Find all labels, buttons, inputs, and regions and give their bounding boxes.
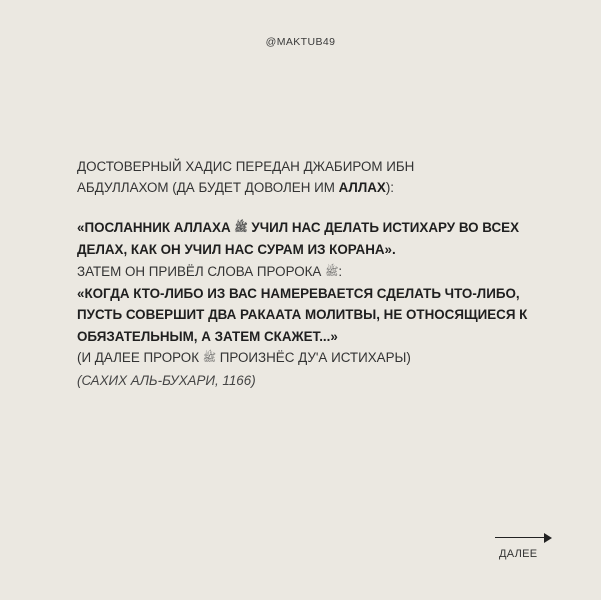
intro-allah-word: АЛЛАХ xyxy=(338,180,386,196)
then-line-end: : xyxy=(338,263,343,279)
quote-messenger-start: «ПОСЛАННИК АЛЛАХА xyxy=(77,219,235,235)
hadith-text xyxy=(77,156,537,391)
continue-line-end: ПРОИЗНЁС ДУ'А ИСТИХАРЫ) xyxy=(216,350,411,366)
intro-line-2-start: АБДУЛЛАХОМ (ДА БУДЕТ ДОВОЛЕН ИМ xyxy=(77,180,339,196)
salawat-icon: ﷺ xyxy=(202,352,217,365)
author-handle: @MAKTUB49 xyxy=(265,36,336,48)
then-line xyxy=(77,261,537,283)
paragraph-gap xyxy=(77,199,537,217)
intro-paragraph xyxy=(77,156,537,199)
source-citation: (САХИХ АЛЬ-БУХАРИ, 1166) xyxy=(77,372,256,388)
quote-messenger-end: УЧИЛ НАС ДЕЛАТЬ ИСТИХАРУ ВО ВСЕХ ДЕЛАХ, КАК ОН УЧИЛ НАС СУРАМ ИЗ КОРАНА». xyxy=(77,219,520,258)
intro-line-2-end: ): xyxy=(385,180,395,196)
arrow-right-icon xyxy=(495,532,553,544)
quote-messenger xyxy=(77,217,537,261)
next-label: ДАЛЕЕ xyxy=(499,548,538,560)
salawat-icon: ﷺ xyxy=(234,221,248,234)
salawat-icon: ﷺ xyxy=(325,265,339,278)
then-line-start: ЗАТЕМ ОН ПРИВЁЛ СЛОВА ПРОРОКА xyxy=(77,263,326,279)
intro-line-1: ДОСТОВЕРНЫЙ ХАДИС ПЕРЕДАН ДЖАБИРОМ ИБН xyxy=(77,159,415,174)
quote-prophet: «КОГДА КТО-ЛИБО ИЗ ВАС НАМЕРЕВАЕТСЯ СДЕЛАТЬ ЧТО-ЛИБО, ПУСТЬ СОВЕРШИТ ДВА РАКААТА МОЛИТВЫ, НЕ ОТНОСЯЩИЕСЯ К ОБЯЗАТЕЛЬНЫМ, А ЗАТЕМ СКАЖЕТ...» xyxy=(77,286,528,344)
continue-line-start: (И ДАЛЕЕ ПРОРОК xyxy=(77,350,203,366)
continue-line xyxy=(77,347,537,369)
